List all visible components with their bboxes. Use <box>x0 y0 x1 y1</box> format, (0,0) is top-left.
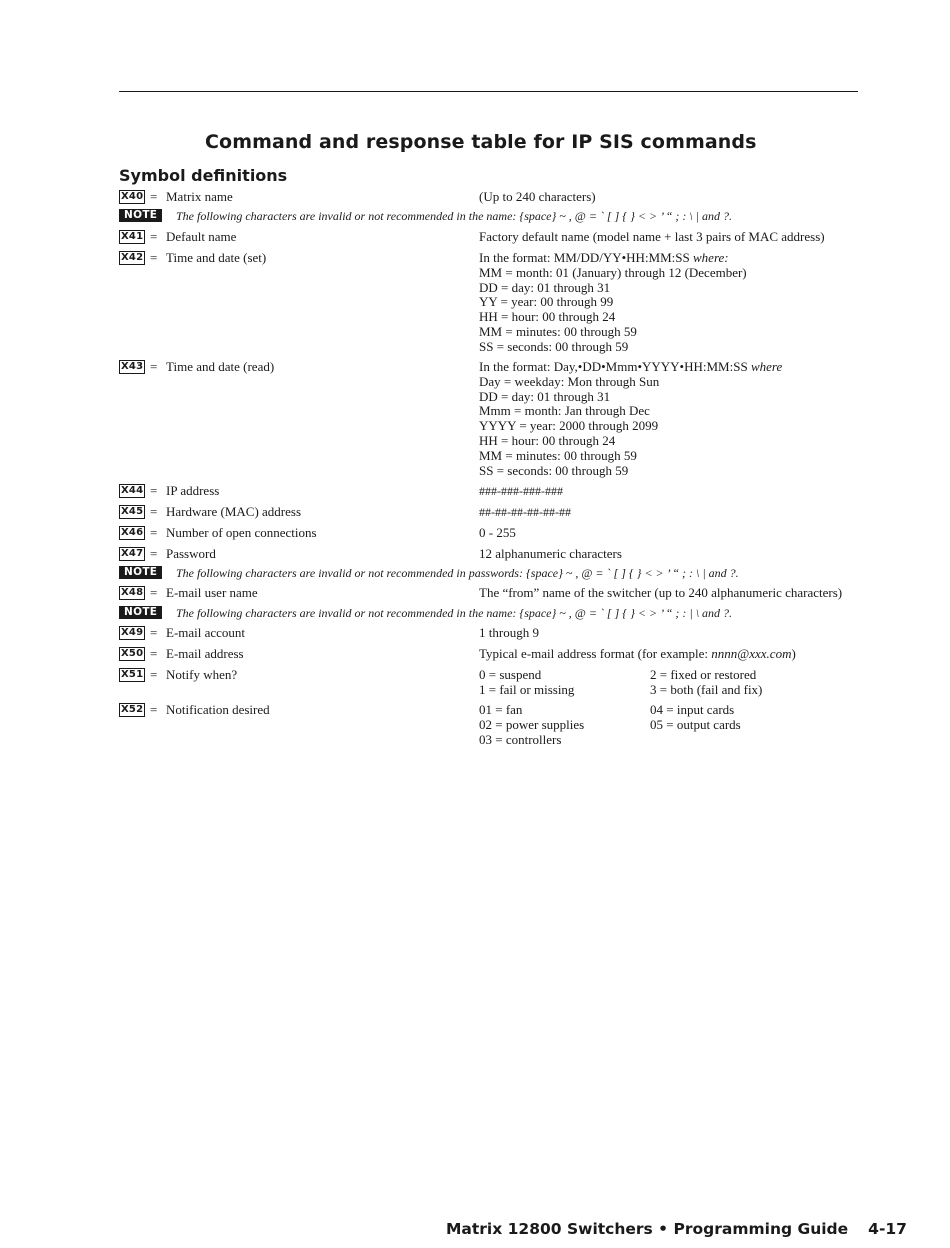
symbol-label: Time and date (set) <box>166 250 267 265</box>
symbol-label: E-mail account <box>166 625 246 640</box>
symbol-badge: X41 <box>121 231 144 242</box>
symbol-label: Notification desired <box>166 702 270 717</box>
option-item: 04 = input cards <box>650 702 735 717</box>
symbol-description <box>479 647 796 662</box>
equals-sign: = <box>150 646 158 661</box>
description-text: Typical e-mail address format (for example: <box>479 646 712 661</box>
equals-sign: = <box>150 250 158 265</box>
symbol-badge: X47 <box>121 548 144 559</box>
symbol-badge: X40 <box>121 191 144 202</box>
equals-sign: = <box>150 229 158 244</box>
format-line: MM = minutes: 00 through 59 <box>479 323 637 339</box>
note-text: The following characters are invalid or not recommended in the name: {space} ~ , @ = ` [ ] { } < > ’ “ ; : \ | and ?. <box>176 209 733 223</box>
symbol-badge: X50 <box>121 648 144 659</box>
format-line: MM = month: 01 (January) through 12 (December) <box>479 264 747 280</box>
format-line: YYYY = year: 2000 through 2099 <box>479 418 659 434</box>
page-number: 4-17 <box>868 1220 907 1238</box>
symbol-description: 12 alphanumeric characters <box>479 546 622 561</box>
symbol-label: Hardware (MAC) address <box>166 504 302 519</box>
option-column-2 <box>650 668 762 698</box>
equals-sign: = <box>150 483 158 498</box>
equals-sign: = <box>150 546 158 561</box>
option-item: 02 = power supplies <box>479 716 585 732</box>
symbol-label: Time and date (read) <box>166 359 275 374</box>
option-column-1 <box>479 668 574 698</box>
where-text: where <box>750 359 783 374</box>
format-line: DD = day: 01 through 31 <box>479 388 611 404</box>
page-footer <box>446 1220 907 1238</box>
equals-sign: = <box>150 625 158 640</box>
symbol-description: The “from” name of the switcher (up to 240 alphanumeric characters) <box>479 585 843 600</box>
symbol-description: ###-###-###-### <box>479 484 563 498</box>
equals-sign: = <box>150 525 158 540</box>
option-item: 0 = suspend <box>479 667 542 682</box>
equals-sign: = <box>150 189 158 204</box>
symbol-label: E-mail user name <box>166 585 258 600</box>
symbol-description <box>479 251 747 355</box>
equals-sign: = <box>150 585 158 600</box>
symbol-badge: X51 <box>121 669 144 680</box>
option-item: 1 = fail or missing <box>479 681 575 697</box>
option-column-1 <box>479 703 584 747</box>
symbol-badge: X44 <box>121 485 144 496</box>
format-text: In the format: Day,•DD•Mmm•YYYY•HH:MM:SS <box>479 359 751 374</box>
symbol-badge: X48 <box>121 587 144 598</box>
note-text: The following characters are invalid or not recommended in the name: {space} ~ , @ = ` [ ] { } < > ’ “ ; : | \ and ?. <box>176 606 733 620</box>
format-line: HH = hour: 00 through 24 <box>479 309 616 325</box>
format-text: In the format: MM/DD/YY•HH:MM:SS <box>479 250 693 265</box>
symbol-label: Default name <box>166 229 237 244</box>
format-line: SS = seconds: 00 through 59 <box>479 462 629 478</box>
symbol-label: Matrix name <box>166 189 233 204</box>
equals-sign: = <box>150 667 158 682</box>
symbol-description: ##-##-##-##-##-## <box>479 505 571 519</box>
option-item: 2 = fixed or restored <box>650 667 757 682</box>
symbol-description: 1 through 9 <box>479 625 539 640</box>
equals-sign: = <box>150 702 158 717</box>
format-line: Day = weekday: Mon through Sun <box>479 373 660 389</box>
symbol-description <box>479 360 782 478</box>
header-rule <box>119 91 858 92</box>
option-item: 01 = fan <box>479 702 523 717</box>
option-item: 05 = output cards <box>650 716 741 732</box>
format-line: Mmm = month: Jan through Dec <box>479 403 650 419</box>
symbol-label: IP address <box>166 483 220 498</box>
where-text: where: <box>693 250 729 265</box>
section-heading: Symbol definitions <box>119 166 288 185</box>
symbol-label: Notify when? <box>166 667 238 682</box>
symbol-description: Factory default name (model name + last 3 pairs of MAC address) <box>479 229 825 244</box>
format-line: HH = hour: 00 through 24 <box>479 432 616 448</box>
option-item: 3 = both (fail and fix) <box>650 681 763 697</box>
description-tail: ) <box>791 646 796 661</box>
page-title: Command and response table for IP SIS commands <box>205 131 757 153</box>
format-line: SS = seconds: 00 through 59 <box>479 338 629 354</box>
email-example: nnnn@xxx.com <box>711 646 792 661</box>
symbol-badge: X43 <box>121 361 144 372</box>
symbol-label: Number of open connections <box>166 525 317 540</box>
symbol-badge: X52 <box>121 704 144 715</box>
format-line: YY = year: 00 through 99 <box>479 294 614 310</box>
symbol-badge: X49 <box>121 627 144 638</box>
note-badge: NOTE <box>119 606 162 619</box>
equals-sign: = <box>150 359 158 374</box>
equals-sign: = <box>150 504 158 519</box>
note-badge: NOTE <box>119 209 162 222</box>
symbol-badge: X42 <box>121 252 144 263</box>
option-item: 03 = controllers <box>479 731 562 747</box>
option-column-2 <box>650 703 741 733</box>
footer-title: Matrix 12800 Switchers • Programming Guide <box>446 1220 849 1238</box>
symbol-badge: X46 <box>121 527 144 538</box>
symbol-description: 0 - 255 <box>479 525 516 540</box>
note-text: The following characters are invalid or not recommended in passwords: {space} ~ , @ = ` [ ] { } < > ’ “ ; : \ | and ?. <box>176 566 739 580</box>
symbol-badge: X45 <box>121 506 144 517</box>
format-line: MM = minutes: 00 through 59 <box>479 447 637 463</box>
symbol-label: Password <box>166 546 216 561</box>
symbol-label: E-mail address <box>166 646 244 661</box>
symbol-description: (Up to 240 characters) <box>479 189 596 204</box>
note-badge: NOTE <box>119 566 162 579</box>
format-line: DD = day: 01 through 31 <box>479 279 611 295</box>
